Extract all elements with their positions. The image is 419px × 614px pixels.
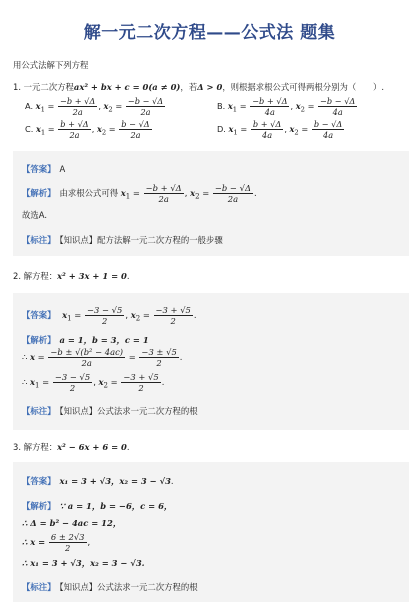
q3-x-formula: ∴ x = $\frac{6 \pm 2√3}{2}$ , bbox=[22, 532, 91, 553]
option-b[interactable]: B. $x_1$ = $\frac{-b + √\Delta}{4a}$ , $x_2$ = $\frac{-b - √\Delta}{4a}$ bbox=[217, 96, 356, 117]
question-2 bbox=[13, 269, 409, 283]
option-d[interactable]: D. $x_1$ = $\frac{b + √\Delta}{4a}$ , $x_2$ = $\frac{b - √\Delta}{4a}$ bbox=[217, 119, 343, 140]
q2-roots: ∴ $x_1$ = $\frac{-3 - √5}{2}$ , $x_2$ = $\frac{-3 + √5}{2}$ . bbox=[22, 372, 165, 393]
q2-note: 【标注】 【知识点】公式法求一元二次方程的根 bbox=[22, 406, 198, 416]
q1-analysis: 【解析】 由求根公式可得 $x_1$ = $\frac{-b + √\Delta}{2a}$ , $x_2$ = $\frac{-b - √\Delta}{2a}$ . bbox=[22, 183, 257, 204]
q2-formula: ∴ x = $\frac{\text{−b ± √(b² − 4ac)}}{2a}$ = $\frac{-3 \pm √5}{2}$ . bbox=[22, 347, 183, 368]
question-2-stem: 2. 解方程：x² + 3x + 1 = 0. bbox=[13, 271, 130, 281]
section-heading: 用公式法解下列方程 bbox=[13, 60, 89, 70]
option-c[interactable]: C. $x_1$ = $\frac{b + √\Delta}{2a}$ , $x_2$ = $\frac{b - √\Delta}{2a}$ bbox=[25, 119, 150, 140]
q2-analysis-coef: 【解析】 a = 1，b = 3，c = 1 bbox=[22, 335, 149, 345]
question-1 bbox=[13, 80, 409, 94]
q2-answer: 【答案】 $x_1$ = $\frac{-3 - √5}{2}$ , $x_2$ = $\frac{-3 + √5}{2}$ . bbox=[22, 305, 197, 326]
q3-answer: 【答案】 x₁ = 3 + √3，x₂ = 3 − √3. bbox=[22, 476, 174, 486]
question-3 bbox=[13, 440, 409, 454]
q1-solution-box bbox=[13, 151, 409, 256]
q1-note: 【标注】 【知识点】配方法解一元二次方程的一般步骤 bbox=[22, 235, 223, 245]
q3-roots: ∴ x₁ = 3 + √3，x₂ = 3 − √3. bbox=[22, 558, 145, 568]
question-3-stem: 3. 解方程：x² − 6x + 6 = 0. bbox=[13, 442, 130, 452]
q3-analysis-coef: 【解析】 ∵ a = 1，b = −6，c = 6， bbox=[22, 501, 173, 511]
q3-delta: ∴ Δ = b² − 4ac = 12， bbox=[22, 518, 122, 528]
q2-solution-box bbox=[13, 293, 409, 430]
q3-note: 【标注】 【知识点】公式法求一元二次方程的根 bbox=[22, 582, 198, 592]
q1-conclusion: 故选A. bbox=[22, 210, 47, 220]
question-1-stem: 1. 一元二次方程ax² + bx + c = 0(a ≠ 0)，若Δ > 0，则根据求根公式可得两根分别为（ ）. bbox=[13, 82, 385, 92]
option-a[interactable]: A. $x_1$ = $\frac{-b + √\Delta}{2a}$ , $x_2$ = $\frac{-b - √\Delta}{2a}$ bbox=[25, 96, 164, 117]
page-title: 解一元二次方程——公式法 题集 bbox=[83, 23, 336, 43]
q1-answer: 【答案】 A bbox=[22, 164, 66, 174]
q3-solution-box bbox=[13, 462, 409, 602]
